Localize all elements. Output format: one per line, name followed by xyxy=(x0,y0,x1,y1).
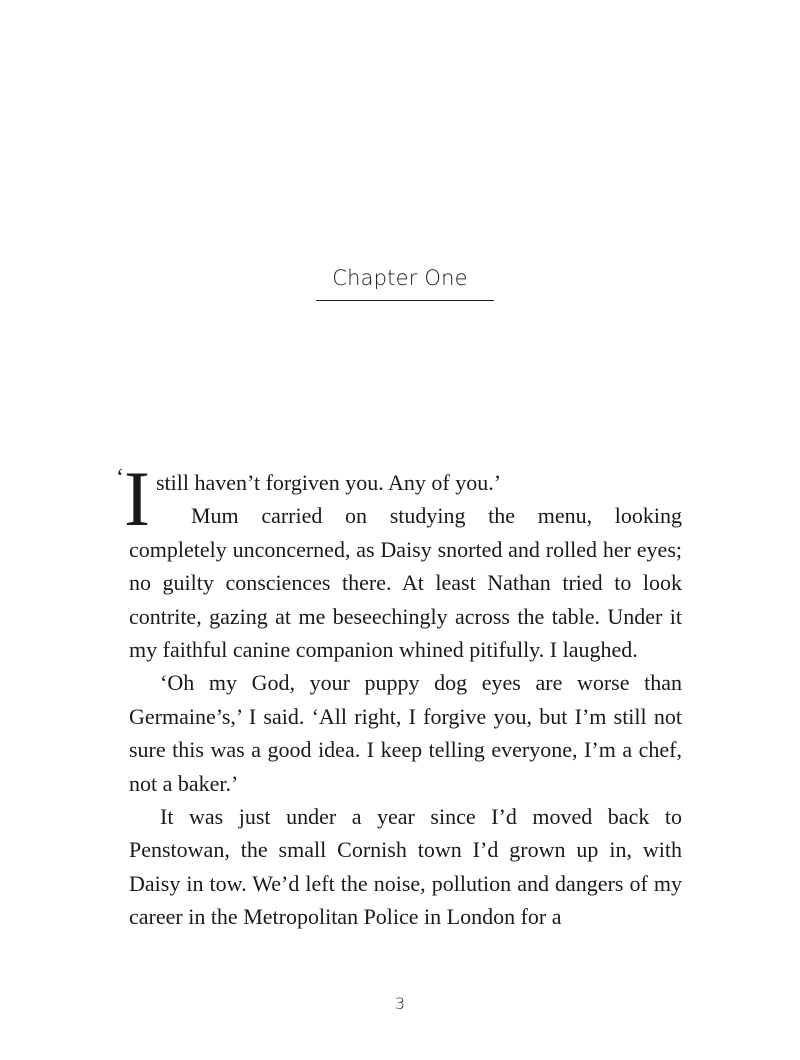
paragraph-1-first-line: still haven’t forgiven you. Any of you.’ xyxy=(155,470,502,495)
paragraph-1 xyxy=(116,455,682,666)
drop-cap: I xyxy=(124,455,150,542)
chapter-title: Chapter One xyxy=(332,266,468,290)
paragraph-3: It was just under a year since I’d moved back to Penstowan, the small Cornish town I’d grown up in, with Daisy in tow. We’d left the noise, pollution and dangers of my career in the Metropolitan Police in London for a xyxy=(129,804,682,930)
body-text xyxy=(116,455,682,934)
drop-cap-group xyxy=(116,455,150,542)
paragraph-1-rest: Mum carried on studying the menu, looking completely unconcerned, as Daisy snorted and rolled her eyes; no guilty consciences there. At least Nathan tried to look contrite, gazing at me beseechingly across the table. Under it my faithful canine companion whined pitifully. I laughed. xyxy=(129,503,682,663)
chapter-title-underline xyxy=(316,300,494,301)
paragraph-2: ‘Oh my God, your puppy dog eyes are worse than Germaine’s,’ I said. ‘All right, I forgive you, but I’m still not sure this was a good idea. I keep telling everyone, I’m a chef, not a baker.’ xyxy=(129,670,682,796)
page-number: 3 xyxy=(394,994,406,1013)
opening-quote: ‘ xyxy=(116,465,124,491)
